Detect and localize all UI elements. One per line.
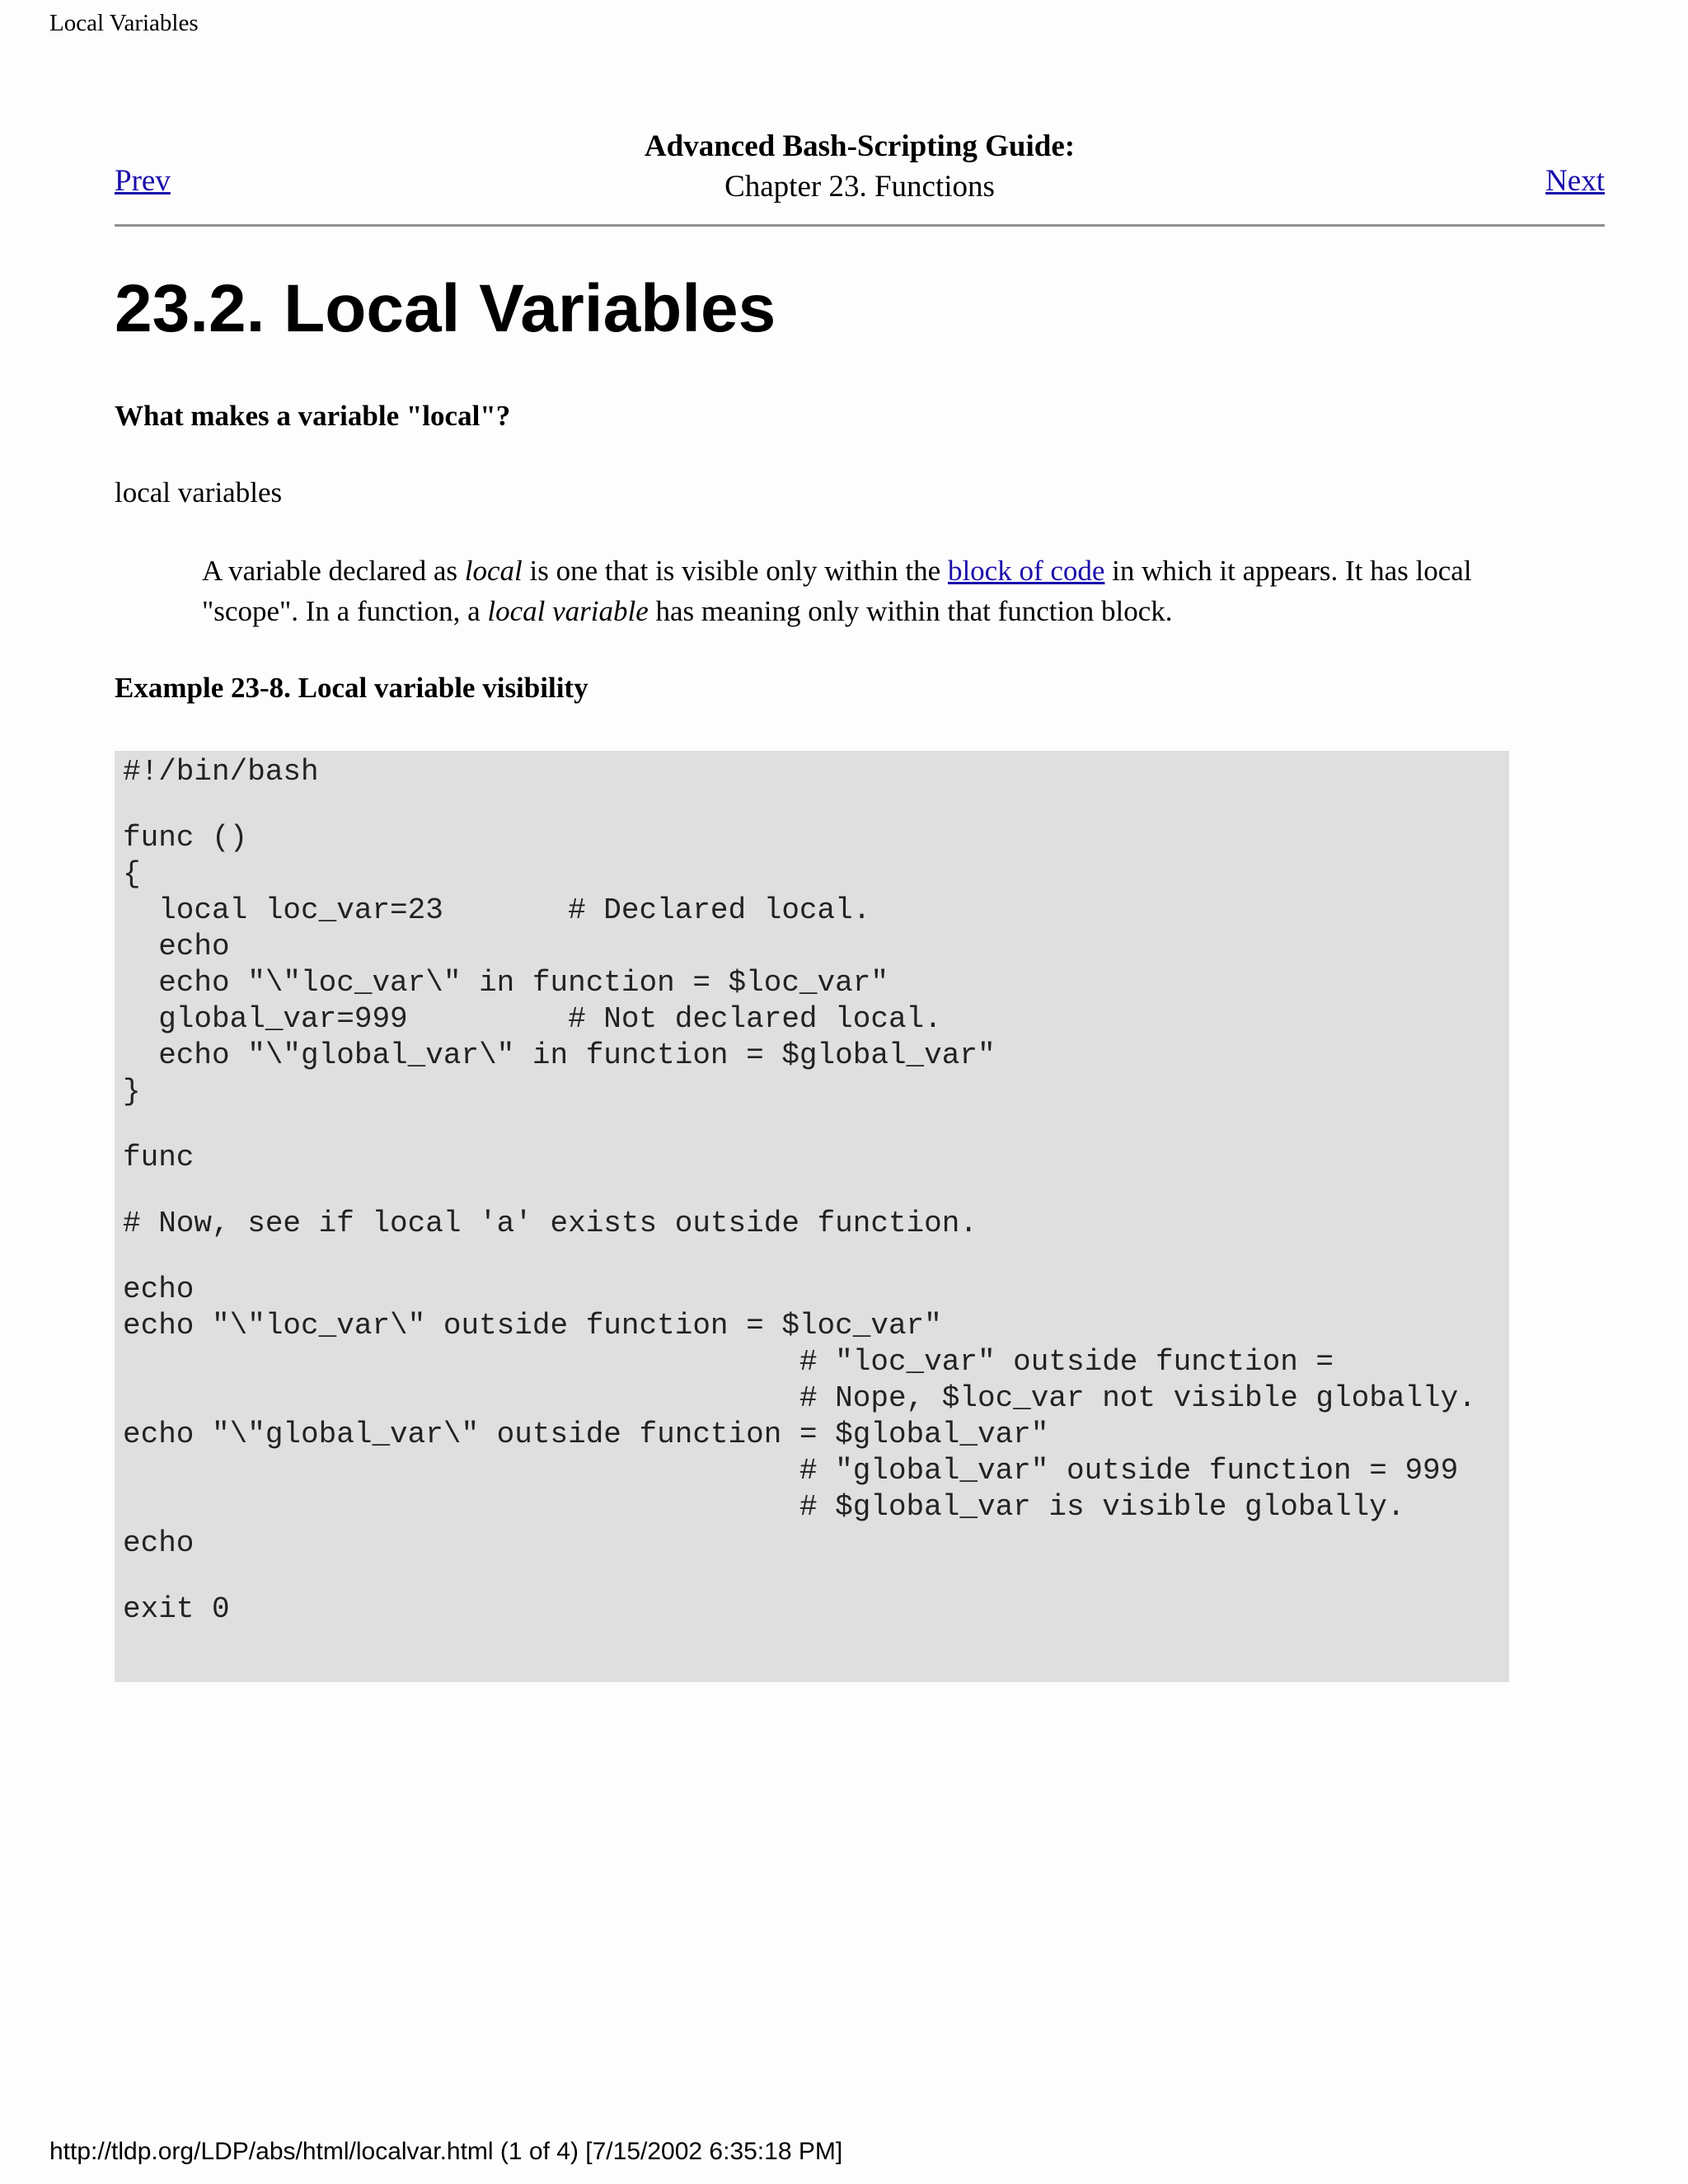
definition-text: A variable declared as — [202, 555, 465, 587]
code-line: # Nope, $loc_var not visible globally. — [123, 1381, 1476, 1415]
code-line: global_var=999 # Not declared local. — [123, 1002, 942, 1036]
emphasis-local: local — [464, 555, 523, 587]
code-line: echo "\"global_var\" outside function = $global_var" — [123, 1418, 1049, 1451]
next-link[interactable]: Next — [1545, 164, 1605, 198]
code-line: echo — [123, 930, 230, 963]
definition-text: has meaning only within that function block. — [648, 595, 1173, 627]
code-line — [123, 1562, 1509, 1591]
code-line: local loc_var=23 # Declared local. — [123, 893, 871, 927]
code-line: echo "\"loc_var\" outside function = $loc_var" — [123, 1309, 942, 1343]
definition-term: local variables — [115, 476, 283, 509]
code-line: exit 0 — [123, 1592, 230, 1626]
code-line: func — [123, 1141, 195, 1174]
code-line: echo "\"global_var\" in function = $global_var" — [123, 1038, 996, 1072]
definition-question: What makes a variable "local"? — [115, 400, 511, 432]
code-text — [123, 754, 1509, 1628]
print-header-title: Local Variables — [49, 10, 199, 36]
code-line: } — [123, 1075, 141, 1108]
code-line: # "loc_var" outside function = — [123, 1345, 1334, 1379]
code-line — [123, 790, 1509, 820]
code-line: # $global_var is visible globally. — [123, 1490, 1405, 1524]
section-title: 23.2. Local Variables — [115, 271, 776, 346]
emphasis-local-variable: local variable — [487, 595, 649, 627]
code-line: # Now, see if local 'a' exists outside function. — [123, 1207, 978, 1240]
example-title: Example 23-8. Local variable visibility — [115, 672, 588, 704]
code-line — [123, 1110, 1509, 1140]
code-line — [123, 1176, 1509, 1206]
definition-paragraph — [202, 551, 1554, 631]
definition-text: in which it appears. It has local "scope". In a function, a — [202, 555, 1472, 627]
prev-link[interactable]: Prev — [115, 164, 171, 198]
code-line: func () — [123, 821, 248, 855]
book-title: Advanced Bash-Scripting Guide: — [644, 129, 1076, 163]
code-line — [123, 1242, 1509, 1272]
code-line: echo "\"loc_var\" in function = $loc_var" — [123, 966, 889, 1000]
chapter-title: Chapter 23. Functions — [724, 170, 995, 204]
code-line: echo — [123, 1272, 195, 1306]
code-line: echo — [123, 1526, 195, 1560]
definition-text: is one that is visible only within the — [522, 555, 948, 587]
code-line: # "global_var" outside function = 999 — [123, 1454, 1459, 1488]
navigation-header — [115, 124, 1605, 227]
code-line: { — [123, 857, 141, 891]
print-footer-url: http://tldp.org/LDP/abs/html/localvar.html (1 of 4) [7/15/2002 6:35:18 PM] — [49, 2138, 843, 2165]
code-listing — [115, 751, 1509, 1682]
code-line: #!/bin/bash — [123, 755, 319, 789]
block-of-code-link[interactable]: block of code — [947, 555, 1105, 587]
